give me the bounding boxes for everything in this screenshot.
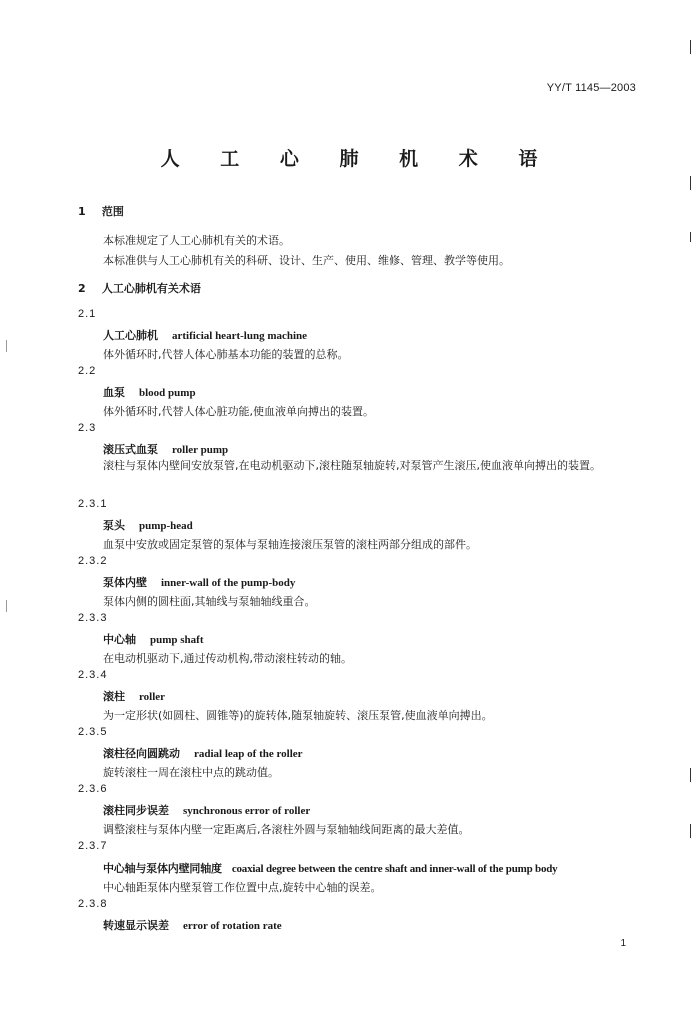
term-definition: 调整滚柱与泵体内壁一定距离后,各滚柱外圆与泵轴轴线间距离的最大差值。 [103, 823, 470, 836]
term-english: artificial heart-lung machine [172, 330, 308, 342]
term-english: roller pump [172, 444, 229, 456]
term-line [103, 745, 303, 761]
term-chinese: 滚柱径向圆跳动 [103, 747, 180, 760]
scan-edge-mark [690, 768, 691, 782]
section-title: 范围 [101, 205, 124, 218]
scan-edge-mark [6, 340, 7, 352]
term-line [103, 802, 310, 818]
term-line [103, 860, 557, 876]
term-definition: 滚柱与泵体内壁间安放泵管,在电动机驱动下,滚柱随泵轴旋转,对泵管产生滚压,使血液单向搏出的装置。 [103, 459, 601, 472]
term-line [103, 574, 295, 590]
section-1-paragraph: 本标准供与人工心肺机有关的科研、设计、生产、使用、维修、管理、教学等使用。 [103, 254, 510, 267]
term-line [103, 631, 204, 647]
term-chinese: 滚柱同步误差 [103, 804, 169, 817]
page-title: 人 工 心 肺 机 术 语 [160, 148, 555, 170]
entry-number: 2.3.3 [78, 612, 108, 624]
entry-number: 2.3 [78, 422, 97, 434]
term-line [103, 917, 282, 933]
term-chinese: 滚压式血泵 [103, 443, 158, 456]
scan-edge-mark [690, 40, 691, 54]
term-english: inner-wall of the pump-body [161, 577, 296, 589]
term-chinese: 中心轴与泵体内壁同轴度 [103, 862, 222, 875]
term-chinese: 转速显示误差 [103, 919, 169, 932]
entry-number: 2.3.5 [78, 726, 108, 738]
term-chinese: 滚柱 [103, 690, 125, 703]
term-english: pump shaft [150, 634, 204, 646]
entry-number: 2.3.6 [78, 783, 108, 795]
term-chinese: 人工心肺机 [103, 329, 158, 342]
section-number: 1 [78, 205, 86, 218]
section-1-paragraph: 本标准规定了人工心肺机有关的术语。 [103, 234, 290, 247]
term-definition: 中心轴距泵体内壁泵管工作位置中点,旋转中心轴的误差。 [103, 881, 382, 894]
scan-edge-mark [690, 232, 691, 242]
term-english: coaxial degree between the centre shaft and inner-wall of the pump body [231, 863, 558, 875]
scan-edge-mark [690, 176, 691, 190]
section-number: 2 [78, 282, 86, 295]
entry-number: 2.3.2 [78, 555, 108, 567]
term-chinese: 泵头 [103, 519, 125, 532]
term-line [103, 384, 196, 400]
section-title: 人工心肺机有关术语 [101, 282, 201, 295]
term-definition: 为一定形状(如圆柱、圆锥等)的旋转体,随泵轴旋转、滚压泵管,使血液单向搏出。 [103, 709, 493, 722]
standard-code: YY/T 1145—2003 [546, 82, 636, 94]
term-definition: 体外循环时,代替人体心脏功能,使血液单向搏出的装置。 [103, 405, 374, 418]
term-definition: 在电动机驱动下,通过传动机构,带动滚柱转动的轴。 [103, 652, 352, 665]
term-english: blood pump [139, 387, 196, 399]
entry-number: 2.3.8 [78, 898, 108, 910]
scan-edge-mark [690, 824, 691, 838]
entry-number: 2.2 [78, 365, 97, 377]
term-english: radial leap of the roller [194, 748, 303, 760]
term-english: synchronous error of roller [183, 805, 311, 817]
entry-number: 2.3.7 [78, 840, 108, 852]
entry-number: 2.3.4 [78, 669, 108, 681]
term-line [103, 517, 193, 533]
term-line [103, 441, 228, 457]
term-definition: 旋转滚柱一周在滚柱中点的跳动值。 [103, 766, 279, 779]
term-chinese: 中心轴 [103, 633, 136, 646]
term-chinese: 血泵 [103, 386, 125, 399]
term-definition: 泵体内侧的圆柱面,其轴线与泵轴轴线重合。 [103, 595, 316, 608]
term-english: pump-head [139, 520, 193, 532]
section-2-heading [78, 280, 201, 296]
term-definition: 血泵中安放或固定泵管的泵体与泵轴连接滚压泵管的滚柱两部分组成的部件。 [103, 538, 477, 551]
scan-edge-mark [6, 600, 7, 612]
term-line [103, 688, 165, 704]
term-chinese: 泵体内壁 [103, 576, 147, 589]
entry-number: 2.1 [78, 308, 97, 320]
page-number: 1 [620, 938, 626, 949]
term-english: roller [139, 691, 166, 703]
section-1-heading [78, 203, 124, 219]
term-english: error of rotation rate [183, 920, 282, 932]
entry-number: 2.3.1 [78, 498, 108, 510]
term-definition: 体外循环时,代替人体心肺基本功能的装置的总称。 [103, 348, 349, 361]
term-line [103, 327, 307, 343]
